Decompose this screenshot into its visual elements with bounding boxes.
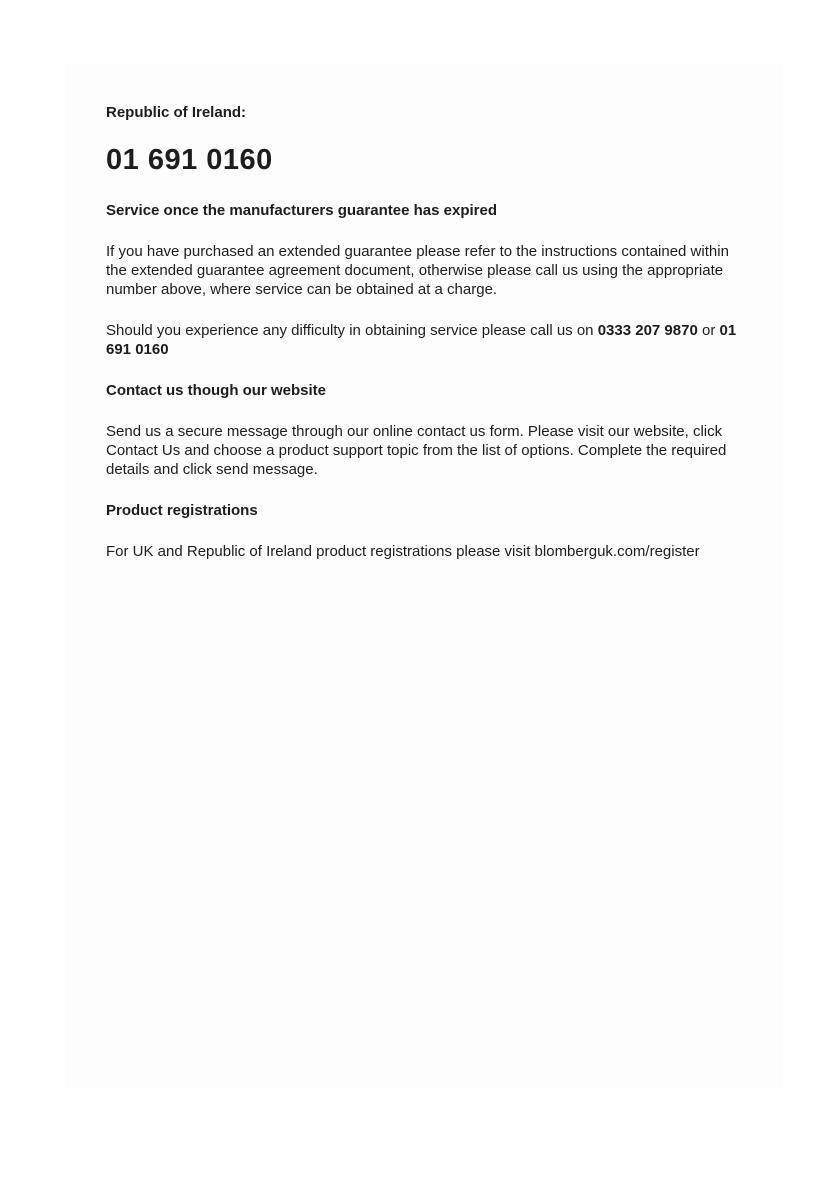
service-paragraph-2-text: Should you experience any difficulty in obtaining service please call us on <box>106 322 598 339</box>
phone-number-uk: 0333 207 9870 <box>597 322 698 339</box>
phone-number-large: 01 691 0160 <box>106 144 273 176</box>
service-paragraph-2 <box>106 321 751 359</box>
phone-number-ireland: 01 691 0160 <box>106 322 737 358</box>
contact-paragraph: Send us a secure message through our online contact us form. Please visit our website, click Contact Us and choose a product support topic from the list of options. Complete the required details and click send message. <box>106 423 727 478</box>
contact-section-heading: Contact us though our website <box>106 382 326 399</box>
document-content <box>106 103 751 583</box>
service-paragraph-1: If you have purchased an extended guarantee please refer to the instructions contained within the extended guarantee agreement document, otherwise please call us using the appropriate number above, where service can be obtained at a charge. <box>106 243 729 298</box>
registration-paragraph: For UK and Republic of Ireland product registrations please visit blomberguk.com/register <box>106 543 700 560</box>
service-paragraph-2-or: or <box>697 322 720 339</box>
service-section-heading: Service once the manufacturers guarantee has expired <box>106 202 497 219</box>
region-label: Republic of Ireland: <box>106 104 247 121</box>
registration-section-heading: Product registrations <box>106 502 258 519</box>
